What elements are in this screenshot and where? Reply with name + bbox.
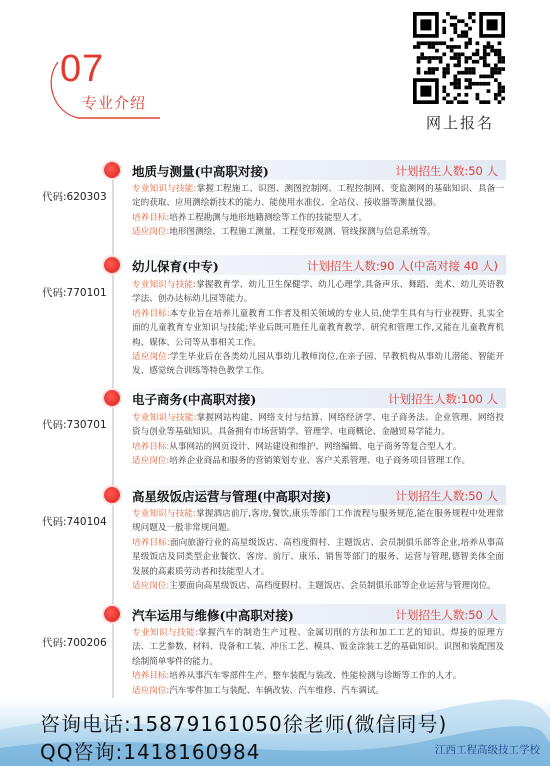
major-body — [132, 507, 504, 593]
major-code: 代码:740104 — [42, 516, 107, 528]
item-text: 掌握教育学、幼儿卫生保健学、幼儿心理学,具备声乐、舞蹈、美术、幼儿英语教学法、创办达标幼儿园等能力。 — [132, 280, 504, 305]
major-code: 代码:700206 — [42, 637, 107, 649]
item-label: 适应岗位: — [132, 227, 170, 238]
major-item — [132, 626, 504, 669]
major-title: 汽车运用与维修(中高职对接) — [132, 608, 294, 623]
major-1-dot — [104, 162, 120, 178]
item-text: 培养从事汽车零部件生产、整车装配与装改、性能检测与诊断等工作的人才。 — [169, 671, 462, 682]
major-title: 电子商务(中高职对接) — [132, 392, 257, 407]
item-label: 专业知识与技能: — [132, 628, 198, 638]
major-plan: 计划招生人数:90 人(中高对接 40 人) — [306, 259, 498, 273]
item-label: 专业知识与技能: — [132, 280, 196, 290]
major-item — [132, 454, 504, 468]
major-body — [132, 182, 504, 240]
major-plan: 计划招生人数:50 人 — [395, 608, 498, 622]
contact-qq: QQ咨询:1418160984 — [40, 740, 261, 764]
item-text: 掌握工程施工、识图、测图控制网、工程控制网、变监测网的基础知识、具备一定的获取、应用测绘新技术的能力、能使用水准仪、全站仪、接收器等测量仪器。 — [132, 184, 504, 209]
major-item — [132, 211, 504, 225]
item-label: 培养目标: — [132, 308, 170, 319]
item-text: 从事网站的网页设计、网站建设和维护、网络编辑、电子商务等复合型人才。 — [169, 441, 462, 452]
item-label: 培养目标: — [132, 537, 170, 548]
major-item — [132, 536, 504, 579]
item-label: 适应岗位: — [132, 456, 170, 467]
major-item — [132, 669, 504, 683]
major-code: 代码:620303 — [42, 191, 107, 203]
major-code: 代码:730701 — [42, 419, 107, 431]
item-text: 汽车零件加工与装配、车辆改装、汽车维修、汽车调试。 — [169, 685, 385, 696]
item-label: 专业知识与技能: — [132, 509, 196, 519]
major-body — [132, 626, 504, 698]
major-item — [132, 350, 504, 379]
major-plan: 计划招生人数:100 人 — [388, 392, 498, 406]
major-body — [132, 278, 504, 379]
major-plan: 计划招生人数:50 人 — [395, 489, 498, 503]
major-item — [132, 225, 504, 239]
section-number: 07 — [60, 48, 105, 90]
major-2-dot — [104, 257, 120, 273]
item-text: 面向旅游行业的高星级饭店、高档度假村、主题饭店、会员制俱乐部等企业,培养从事高星级饭店及同类型企业餐饮、客房、前厅、康乐、销售等部门的服务、运营与管理,德智美体全面发展的高素质劳动者和技能型人才。 — [132, 537, 504, 577]
major-title: 高星级饭店运营与管理(中高职对接) — [132, 489, 332, 504]
item-label: 适应岗位: — [132, 685, 170, 696]
item-text: 主要面向高星级饭店、高档度假村、主题饭店、会员制俱乐部等企业运营与管理岗位。 — [169, 581, 496, 592]
item-text: 地形图测绘、工程施工测量、工程变形观测、管线探测与信息系统等。 — [169, 227, 436, 238]
major-title: 地质与测量(中高职对接) — [132, 164, 269, 179]
item-text: 培养企业商品和服务的营销策划专业、客户关系管理、电子商务项目管理工作。 — [169, 456, 471, 467]
major-3-dot — [104, 390, 120, 406]
major-item — [132, 579, 504, 593]
major-item — [132, 440, 504, 454]
major-plan: 计划招生人数:50 人 — [395, 164, 498, 178]
item-label: 专业知识与技能: — [132, 184, 197, 194]
major-item — [132, 411, 504, 440]
qr-code[interactable] — [413, 12, 505, 104]
major-5-dot — [104, 606, 120, 622]
school-name: 江西工程高级技工学校 — [435, 744, 540, 756]
item-text: 掌握酒店前厅,客房,餐饮,康乐等部门工作流程与服务规范,能在服务规程中处理常规问题及一般非常规问题。 — [132, 509, 504, 534]
item-label: 培养目标: — [132, 212, 170, 223]
item-label: 培养目标: — [132, 671, 170, 682]
item-label: 适应岗位: — [132, 352, 170, 363]
item-label: 适应岗位: — [132, 581, 170, 592]
major-item — [132, 278, 504, 307]
item-text: 掌握汽车的制造生产过程、金属切削的方法和加工工艺的知识、焊接的原理方法、工艺参数、材料、设备和工装、冲压工艺、模具、钣金涂装工艺的基础知识。识图和装配图及绘制简单零件的能力。 — [132, 628, 504, 667]
item-label: 专业知识与技能: — [132, 413, 197, 423]
item-text: 掌握网站构建、网络支付与结算、网络经济学、电子商务法、企业管理、网络投资与创业等基础知识。具备拥有市场营销学、管理学、电商概论、金融贸易学能力。 — [132, 413, 504, 438]
major-title: 幼儿保育(中专) — [132, 259, 219, 274]
major-code: 代码:770101 — [42, 287, 107, 299]
major-item — [132, 307, 504, 350]
item-label: 培养目标: — [132, 441, 170, 452]
contact-phone: 咨询电话:15879161050徐老师(微信同号) — [40, 712, 448, 736]
item-text: 培养工程勘测与地形地籍测绘等工作的技能型人才。 — [169, 212, 367, 223]
major-item — [132, 182, 504, 211]
item-text: 学生毕业后在各类幼儿园从事幼儿教师岗位,在亲子园、早教机构从事幼儿潜能、智能开发、感觉统合训练等特色教学工作。 — [132, 352, 504, 377]
major-item — [132, 507, 504, 536]
item-text: 本专业旨在培养儿童教育工作者及相关领域的专业人员,使学生具有与行业视野、扎实全面的儿童教育专业知识与技能;毕业后既可胜任儿童教育教学、研究和管理工作,又能在儿童教育机构、媒体、公司等从事相关工作。 — [132, 308, 504, 348]
major-4-dot — [104, 487, 120, 503]
page-title: 专业介绍 — [82, 94, 147, 112]
major-body — [132, 411, 504, 469]
qr-label: 网上报名 — [425, 114, 494, 132]
